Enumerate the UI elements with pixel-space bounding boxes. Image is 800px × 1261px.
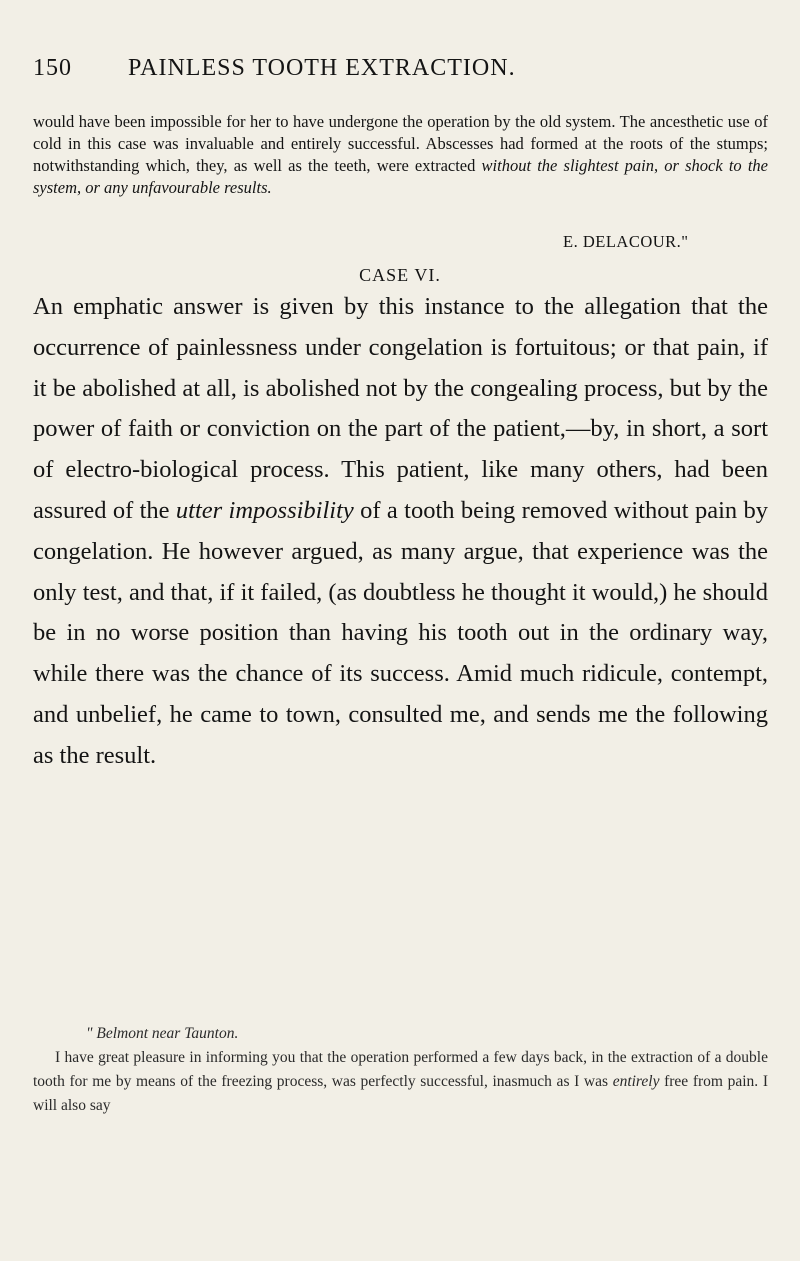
case-heading: CASE VI. — [359, 265, 441, 285]
previous-case-sep-2: , — [77, 178, 86, 197]
letter-quote — [33, 1022, 768, 1118]
letter-body-end: free from pain. I will also say — [33, 1073, 768, 1114]
letter-address: " Belmont near Taunton. — [86, 1025, 239, 1042]
case-vi-italic: utter impossibility — [175, 496, 354, 524]
case-vi-text-end: of a tooth being removed without pain by congelation. He however argued, as many argue, that experience was the only test, and that, if it failed, (as doubtless he thought it would,) he should be in no worse position than having his tooth out in the ordinary way, while there was the chance of its success. Amid much ridicule, contempt, and unbelief, he came to town, consulted me, and sends me the following as the result. — [33, 496, 769, 769]
letter-italic: entirely — [612, 1073, 660, 1090]
page-number: 150 — [33, 55, 72, 81]
case-vi-text-start: An emphatic answer is given by this instance to the allegation that the occurrence of painlessness under congelation is fortuitous; or that pain, if it be abolished at all, is abolished not by the congealing process, but by the power of faith or conviction on the part of the patient,—by, in short, a sort of electro-biological process. This patient, like many others, had been assured of the — [33, 293, 768, 524]
previous-case-sep-1: , — [654, 156, 665, 175]
previous-case-paragraph — [33, 111, 768, 221]
case-vi-paragraph — [33, 287, 768, 777]
signature: E. DELACOUR." — [563, 232, 689, 251]
previous-case-text: would have been impossible for her to have undergone the operation by the old system. The ancesthetic use of cold in this case was invaluable and entirely successful. Abscesses had formed at the roots of the stumps; notwithstanding which, they, as well as the teeth, were extracted — [33, 112, 768, 175]
previous-case-italic-3: or any unfavourable results. — [85, 178, 272, 197]
previous-case-italic-1: without the slightest pain — [481, 156, 655, 175]
previous-case-italic-2: or shock to the system — [33, 156, 768, 197]
letter-body — [33, 1046, 768, 1118]
letter-body-start: I have great pleasure in informing you that the operation performed a few days back, in the extraction of a double tooth for me by means of the freezing process, was perfectly successful, inasmuch as I was — [33, 1049, 768, 1090]
page-header — [33, 55, 793, 85]
running-title: PAINLESS TOOTH EXTRACTION. — [128, 55, 516, 81]
